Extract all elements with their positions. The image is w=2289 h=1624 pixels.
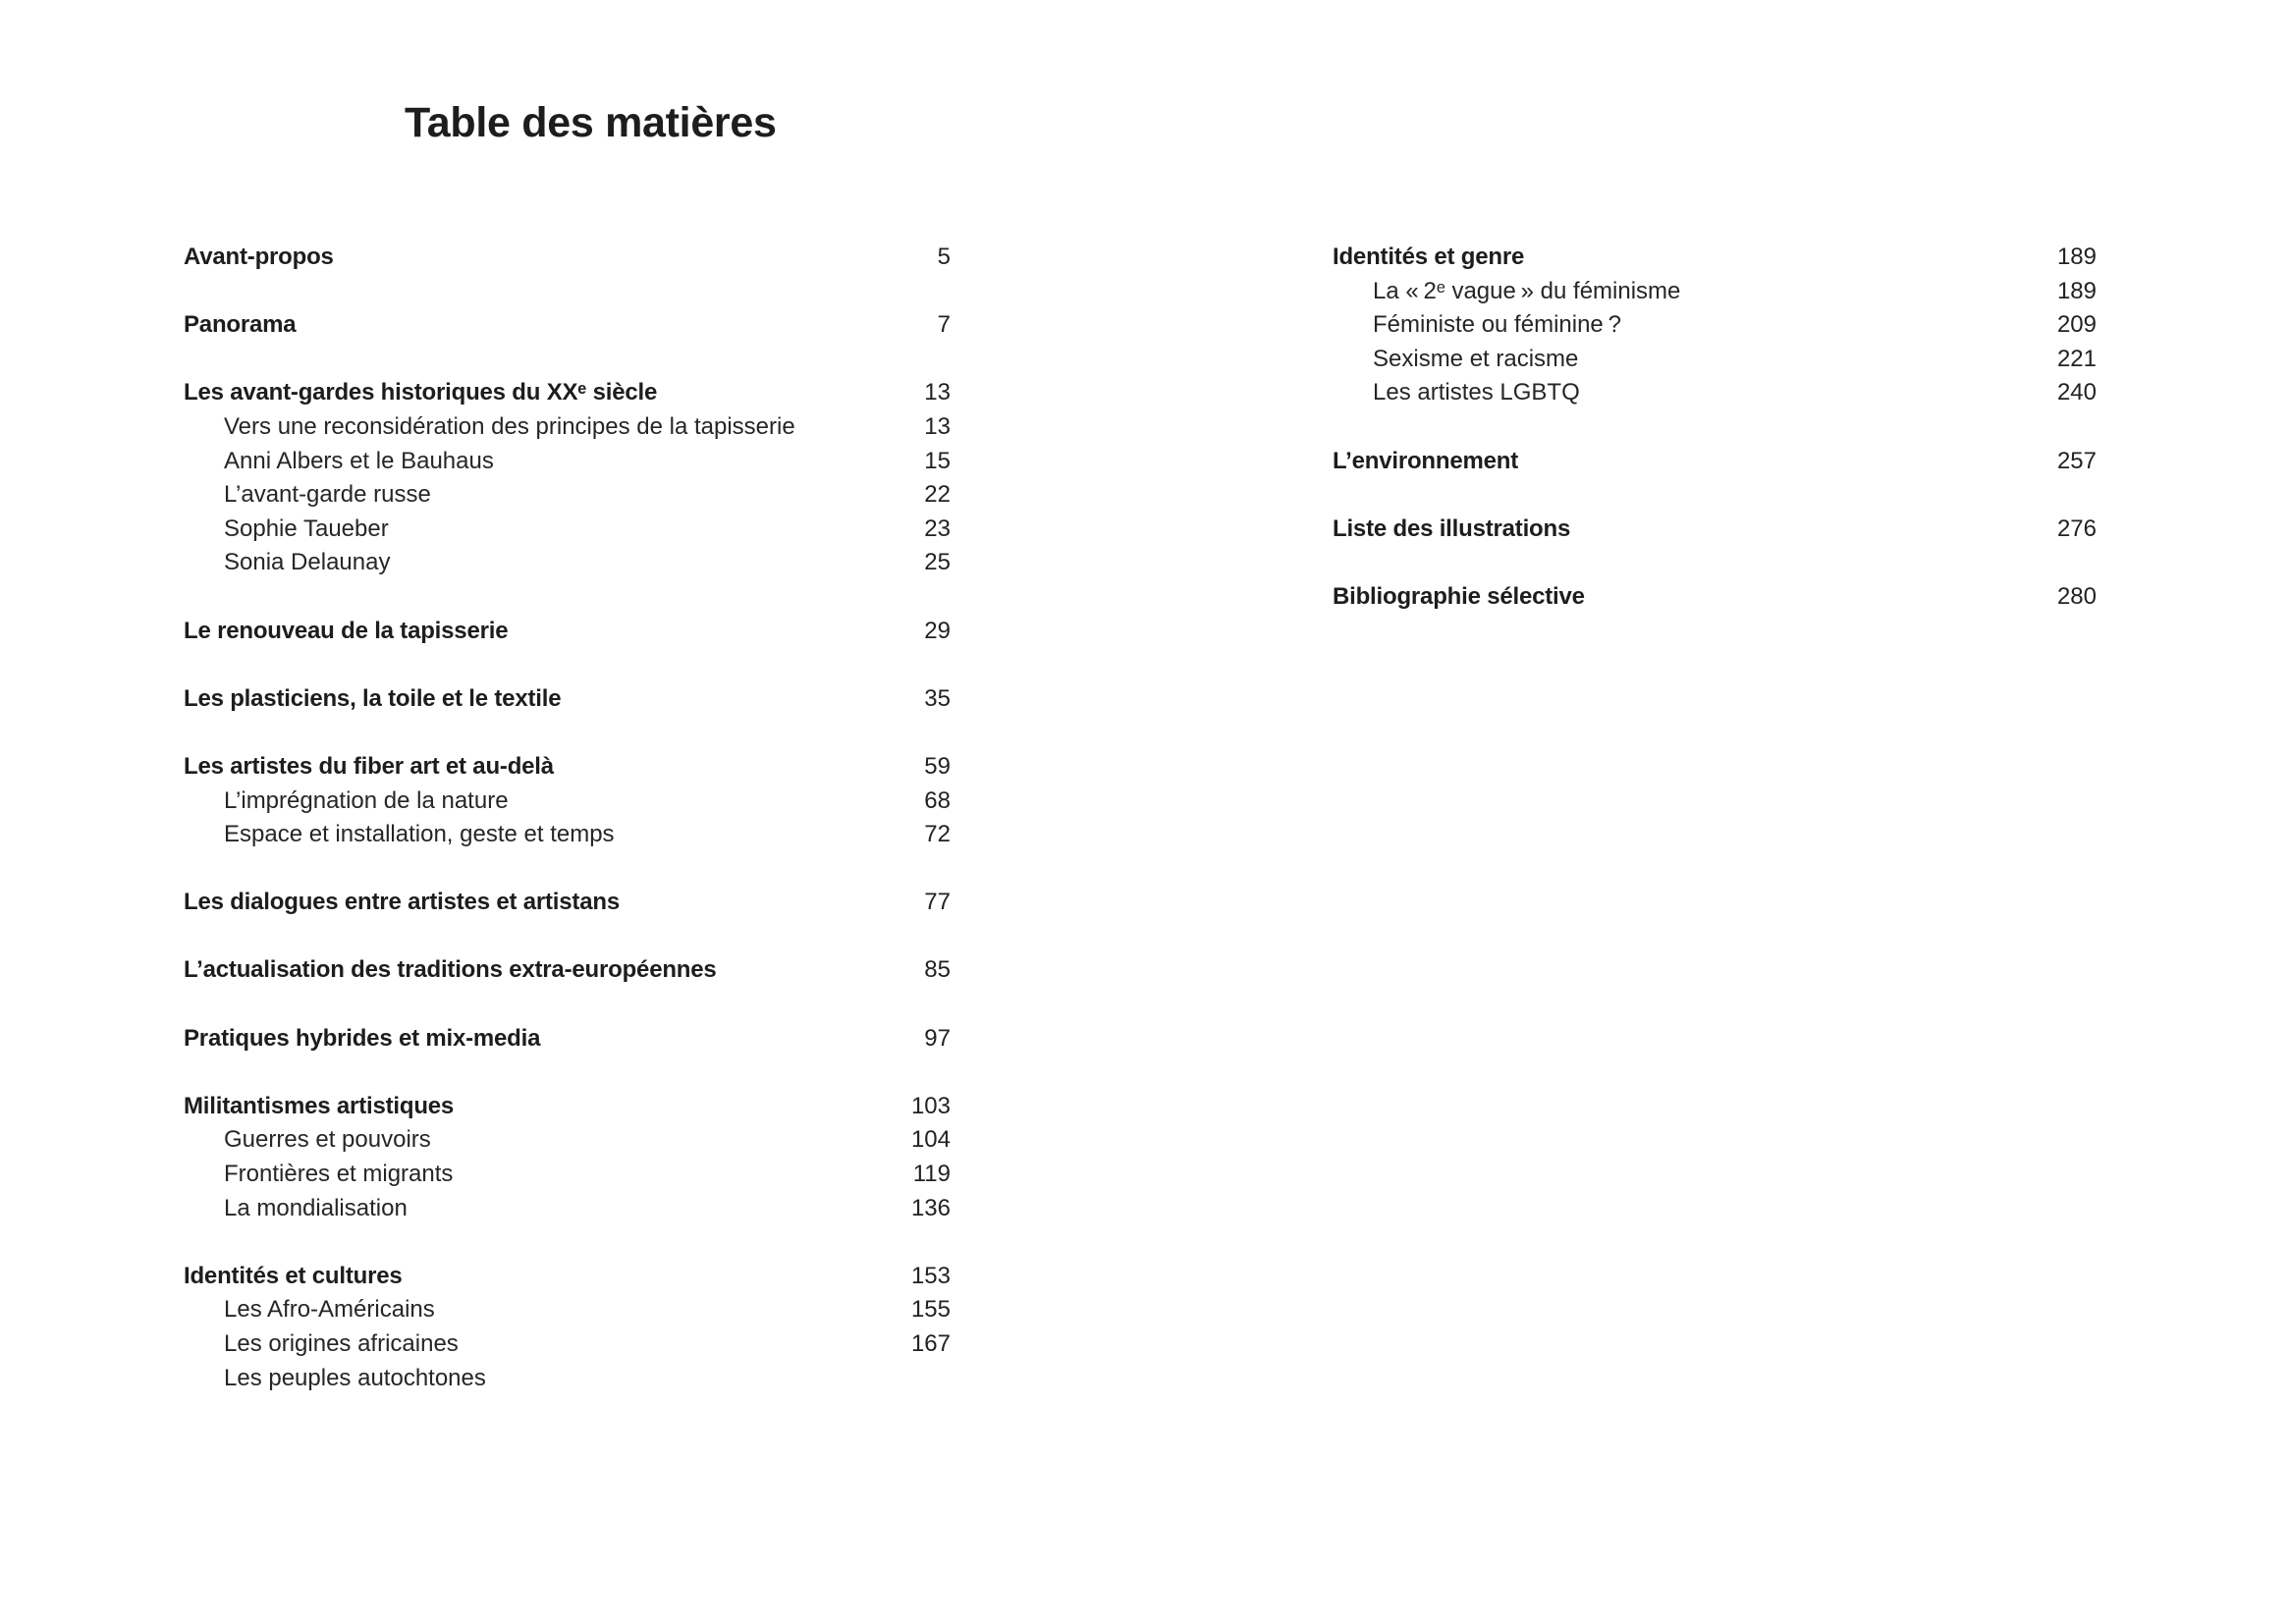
toc-subentry: [1333, 275, 2097, 309]
toc-subentry-label: Guerres et pouvoirs: [224, 1126, 431, 1154]
toc-entry: [184, 1090, 951, 1124]
toc-entry-page: 77: [924, 889, 951, 916]
toc-section: [1333, 580, 2097, 615]
toc-subentry-page: 189: [2056, 277, 2097, 304]
toc-section: [184, 1022, 951, 1056]
toc-subentry-label: Espace et installation, geste et temps: [224, 821, 615, 848]
toc-subentry-page: 240: [2056, 379, 2097, 406]
toc-entry-label: Militantismes artistiques: [184, 1092, 455, 1119]
toc-entry-label: Les artistes du fiber art et au-delà: [184, 752, 554, 780]
toc-subentry-page: 72: [924, 821, 951, 848]
toc-subentry-label: L’avant-garde russe: [224, 481, 431, 509]
toc-section: [184, 682, 951, 717]
toc-section: [184, 953, 951, 988]
toc-subentry: [184, 478, 951, 513]
toc-subentry-label: Les Afro-Américains: [224, 1296, 435, 1324]
toc-entry-page: 35: [924, 684, 951, 712]
toc-subentry-label: Les origines africaines: [224, 1330, 459, 1357]
toc-entry: [1333, 513, 2097, 547]
toc-entry-label: Identités et genre: [1333, 244, 1525, 270]
toc-entry-page: 85: [924, 956, 951, 984]
toc-section: [184, 886, 951, 920]
toc-entry-label: Les avant-gardes historiques du XXᵉ siècle: [184, 379, 658, 406]
toc-section: [184, 750, 951, 852]
toc-subentry: [184, 546, 951, 580]
toc-subentry-page: 25: [924, 549, 951, 576]
page-title: Table des matières: [405, 99, 777, 146]
toc-column-right: [1333, 241, 2097, 648]
toc-subentry: [1333, 308, 2097, 343]
toc-entry-label: Identités et cultures: [184, 1262, 403, 1289]
toc-entry-page: 13: [924, 379, 951, 406]
toc-section: [184, 376, 951, 580]
toc-entry-page: 276: [2056, 514, 2097, 542]
toc-entry-page: 5: [937, 244, 951, 270]
toc-entry-page: 97: [924, 1024, 951, 1052]
toc-section: [184, 241, 951, 275]
toc-subentry-label: Vers une reconsidération des principes de la tapisserie: [224, 412, 795, 440]
toc-entry: [1333, 445, 2097, 479]
toc-entry-label: L’environnement: [1333, 447, 1519, 474]
toc-subentry: [184, 785, 951, 819]
toc-subentry: [1333, 343, 2097, 377]
toc-subentry-page: 23: [924, 514, 951, 542]
toc-subentry-label: La « 2ᵉ vague » du féminisme: [1373, 277, 1681, 304]
toc-subentry: [184, 513, 951, 547]
toc-entry-label: Les plasticiens, la toile et le textile: [184, 684, 562, 712]
toc-entry-label: Pratiques hybrides et mix-media: [184, 1024, 541, 1052]
toc-entry-label: Avant-propos: [184, 244, 334, 270]
toc-entry: [184, 308, 951, 343]
toc-subentry: [184, 1327, 951, 1362]
toc-entry: [1333, 580, 2097, 615]
toc-entry: [184, 241, 951, 275]
toc-subentry-label: Les peuples autochtones: [224, 1364, 486, 1391]
toc-entry: [184, 615, 951, 649]
toc-subentry-page: 15: [924, 447, 951, 474]
toc-subentry-page: 104: [910, 1126, 951, 1154]
toc-entry: [184, 1022, 951, 1056]
toc-subentry-page: 221: [2056, 345, 2097, 372]
toc-subentry: [184, 1362, 951, 1396]
toc-section: [184, 615, 951, 649]
toc-subentry-page: 13: [924, 412, 951, 440]
toc-subentry-page: 119: [912, 1161, 951, 1188]
toc-entry-page: 189: [2056, 244, 2097, 270]
toc-subentry-page: 68: [924, 786, 951, 814]
toc-section: [184, 1260, 951, 1395]
toc-entry-label: Panorama: [184, 311, 297, 339]
toc-entry-page: 280: [2056, 582, 2097, 610]
toc-entry-label: Bibliographie sélective: [1333, 582, 1585, 610]
toc-subentry: [1333, 376, 2097, 410]
toc-subentry: [184, 1158, 951, 1192]
toc-entry-page: 7: [937, 311, 951, 339]
toc-subentry-label: L’imprégnation de la nature: [224, 786, 509, 814]
toc-entry-label: Liste des illustrations: [1333, 514, 1571, 542]
toc-subentry-page: 209: [2056, 311, 2097, 339]
toc-entry-page: 29: [924, 617, 951, 644]
toc-section: [1333, 241, 2097, 410]
toc-subentry: [184, 410, 951, 445]
toc-entry-page: 257: [2056, 447, 2097, 474]
toc-entry-label: Les dialogues entre artistes et artistans: [184, 889, 620, 916]
toc-subentry-label: Sophie Taueber: [224, 514, 389, 542]
toc-column-left: [184, 241, 951, 1430]
toc-subentry-label: Les artistes LGBTQ: [1373, 379, 1580, 406]
toc-entry: [184, 376, 951, 410]
toc-subentry: [184, 1123, 951, 1158]
toc-entry: [1333, 241, 2097, 275]
toc-subentry-label: Sexisme et racisme: [1373, 345, 1579, 372]
toc-entry: [184, 750, 951, 785]
toc-subentry-label: Sonia Delaunay: [224, 549, 391, 576]
toc-section: [184, 308, 951, 343]
toc-entry-page: 59: [924, 752, 951, 780]
toc-section: [184, 1090, 951, 1225]
toc-entry: [184, 886, 951, 920]
toc-entry: [184, 1260, 951, 1294]
toc-section: [1333, 513, 2097, 547]
toc-subentry: [184, 1192, 951, 1226]
toc-subentry-label: Frontières et migrants: [224, 1161, 454, 1188]
toc-subentry-page: 155: [910, 1296, 951, 1324]
toc-entry-page: 103: [910, 1092, 951, 1119]
toc-subentry: [184, 445, 951, 479]
toc-subentry-page: 136: [910, 1194, 951, 1221]
toc-section: [1333, 445, 2097, 479]
toc-subentry-page: 22: [924, 481, 951, 509]
toc-entry-label: L’actualisation des traditions extra-européennes: [184, 956, 717, 984]
toc-subentry: [184, 1293, 951, 1327]
toc-subentry-page: 167: [910, 1330, 951, 1357]
toc-entry: [184, 682, 951, 717]
toc-subentry-label: La mondialisation: [224, 1194, 408, 1221]
toc-entry-label: Le renouveau de la tapisserie: [184, 617, 509, 644]
toc-entry: [184, 953, 951, 988]
toc-subentry-label: Anni Albers et le Bauhaus: [224, 447, 494, 474]
toc-entry-page: 153: [910, 1262, 951, 1289]
toc-subentry: [184, 818, 951, 852]
toc-subentry-label: Féministe ou féminine ?: [1373, 311, 1621, 339]
